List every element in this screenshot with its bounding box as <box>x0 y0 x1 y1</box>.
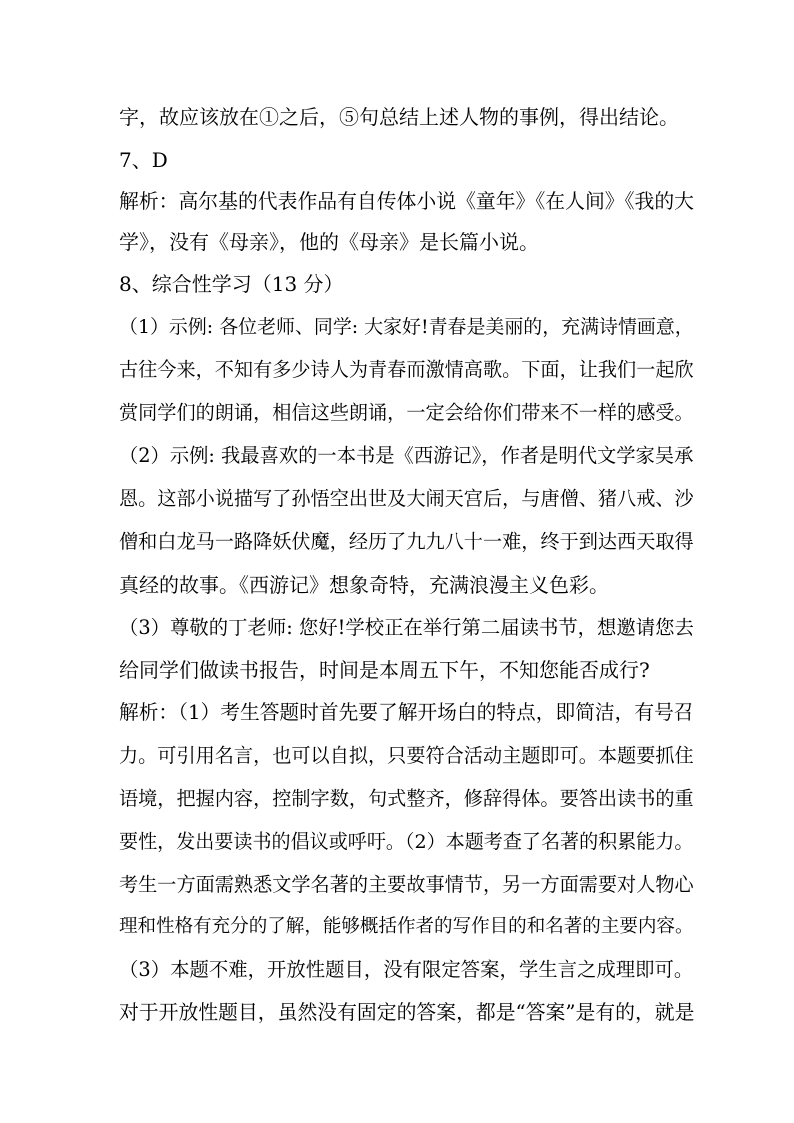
text-line: 对于开放性题目，虽然没有固定的答案，都是“答案”是有的，就是 <box>119 1001 695 1024</box>
text-line: 字，故应该放在①之后，⑤句总结上述人物的事例，得出结论。 <box>119 105 679 129</box>
text-line: （3）尊敬的丁老师: 您好!学校正在举行第二届读书节，想邀请您去 <box>119 616 694 639</box>
text-line: 要性，发出要读书的倡议或呼吁。（2）本题考查了名著的积累能力。 <box>119 831 694 853</box>
answer-7-heading: 7、D <box>119 148 168 172</box>
text-line: 给同学们做读书报告，时间是本周五下午，不知您能否成行? <box>119 658 650 682</box>
text-line: 解析：（1）考生答题时首先要了解开场白的特点，即简洁，有号召 <box>119 701 694 724</box>
text-line: 古往今来，不知有多少诗人为青春而激情高歌。下面，让我们一起欣 <box>119 358 694 381</box>
text-line: （1）示例: 各位老师、同学: 大家好!青春是美丽的，充满诗情画意， <box>119 316 694 338</box>
text-line: 力。可引用名言，也可以自拟，只要符合活动主题即可。本题要抓住 <box>119 744 694 767</box>
text-line: 赏同学们的朗诵，相信这些朗诵，一定会给你们带来不一样的感受。 <box>119 401 694 424</box>
section-8-heading: 8、综合性学习（13 分） <box>119 272 344 296</box>
text-line: 考生一方面需熟悉文学名著的主要故事情节，另一方面需要对人物心 <box>119 873 694 896</box>
text-line: （2）示例: 我最喜欢的一本书是《西游记》，作者是明代文学家吴承 <box>119 444 694 467</box>
text-line: 僧和白龙马一路降妖伏魔，经历了九九八十一难，终于到达西天取得 <box>119 530 694 553</box>
text-line: 理和性格有充分的了解，能够概括作者的写作目的和名著的主要内容。 <box>119 916 694 937</box>
text-line: 真经的故事。《西游记》想象奇特，充满浪漫主义色彩。 <box>119 573 609 597</box>
text-line: （3）本题不难，开放性题目，没有限定答案，学生言之成理即可。 <box>119 958 694 981</box>
text-line: 语境，把握内容，控制字数，句式整齐，修辞得体。要答出读书的重 <box>119 787 694 810</box>
text-line: 恩。这部小说描写了孙悟空出世及大闹天宫后，与唐僧、猪八戒、沙 <box>119 487 694 510</box>
text-line: 学》，没有《母亲》，他的《母亲》是长篇小说。 <box>119 230 539 254</box>
text-line: 解析：高尔基的代表作品有自传体小说《童年》《在人间》《我的大 <box>119 190 695 213</box>
